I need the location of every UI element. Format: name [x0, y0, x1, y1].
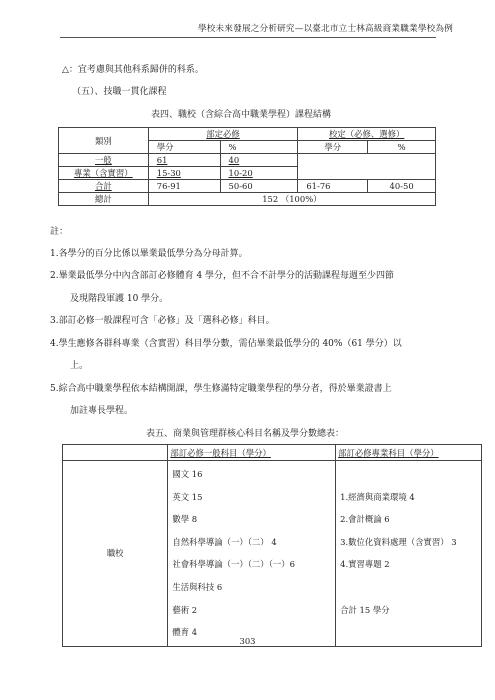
- cell-percent: 40: [220, 154, 298, 167]
- notes-heading: 註：: [50, 227, 69, 237]
- note-5-continued: 加註專長學程。: [70, 406, 134, 416]
- section-heading: （五）、技職一貫化課程: [72, 87, 167, 97]
- empty-cell: [298, 154, 436, 180]
- header-school-group: 校定（必修、選修）: [298, 128, 436, 141]
- total-value: 152 （100%）: [148, 193, 435, 206]
- header-required-group: 部定必修: [148, 128, 298, 141]
- note-1: 1.各學分的百分比係以畢業最低學分為分母計算。: [50, 249, 248, 259]
- note-4-continued: 上。: [70, 361, 89, 371]
- list-item: 社會科學導論（一）（二）（一）6: [172, 559, 295, 570]
- header-credits: 學分: [298, 141, 368, 154]
- header-percent: %: [368, 141, 436, 154]
- page-number: 303: [239, 636, 256, 646]
- list-item: 4.實習專題 2: [340, 559, 390, 570]
- row-label: 專業（含實習）: [59, 167, 149, 180]
- table-row: [59, 193, 436, 206]
- note-2: 2.畢業最低學分中內含部訂必修體育 4 學分，但不合不計學分的活動課程每週至少四節: [50, 271, 395, 281]
- list-item: 3.數位化資料處理（含實習） 3: [340, 536, 457, 547]
- list-item: 1.經濟與商業環境 4: [340, 491, 415, 502]
- total-label: 總計: [59, 193, 149, 206]
- cell-credits: 61: [148, 154, 220, 167]
- cell-credits: 61-76: [298, 180, 368, 193]
- list-item: 生活與科技 6: [172, 581, 223, 592]
- row-label: 一般: [59, 154, 149, 167]
- header-general-subjects: 部訂必修一般科目（學分）: [168, 445, 336, 461]
- cell-percent: 50-60: [220, 180, 298, 193]
- general-subjects-list: [168, 461, 336, 647]
- note-5: 5.綜合高中職業學程依本結構開課，學生修滿特定職業學程的學分者，得於畢業證書上: [50, 384, 392, 394]
- header-percent: %: [220, 141, 298, 154]
- list-item: [340, 463, 477, 486]
- table4-caption: 表四、職校（含綜合高中職業學程）課程結構: [151, 110, 332, 120]
- list-item: 國文 16: [172, 469, 203, 479]
- header-credits: 學分: [148, 141, 220, 154]
- core-subjects-table: [62, 444, 482, 647]
- list-item: 藝術 2: [172, 604, 198, 615]
- list-item: 自然科學導論（一）（二） 4: [172, 536, 277, 547]
- note-4: 4.學生應修各群科專業（含實習）科目學分數，需佔畢業最低學分的 40%（61 學分）以: [50, 339, 402, 349]
- empty-header-cell: [63, 445, 168, 461]
- list-item: [340, 576, 477, 599]
- school-type-label: 職校: [63, 461, 168, 647]
- list-item: 體育 4: [172, 627, 198, 638]
- cell-percent: 10-20: [220, 167, 298, 180]
- note-2-continued: 及現階段軍護 10 學分。: [70, 294, 169, 304]
- list-item: 2.會計概論 6: [340, 514, 390, 525]
- header-professional-subjects: 部訂必修專業科目（學分）: [336, 445, 482, 461]
- curriculum-structure-table: [58, 127, 436, 206]
- header-category: 類別: [59, 128, 149, 154]
- cell-credits: 76-91: [148, 180, 220, 193]
- professional-subjects-list: [336, 461, 482, 647]
- table-row: [59, 180, 436, 193]
- row-label: 合計: [59, 180, 149, 193]
- table-row: [59, 154, 436, 167]
- table5-caption: 表五、商業與管理群核心科目名稱及學分數總表：: [146, 429, 345, 439]
- list-item: 合計 15 學分: [340, 604, 390, 615]
- note-3: 3.部訂必修一般課程可含「必修」及「選科必修」科目。: [50, 316, 275, 326]
- header-rule: [60, 37, 436, 38]
- running-head: 學校未來發展之分析研究—以臺北市立士林高級商業職業學校為例: [197, 24, 453, 34]
- intro-line: △：宜考慮與其他科系歸併的科系。: [62, 65, 204, 75]
- cell-percent: 40-50: [368, 180, 436, 193]
- list-item: 英文 15: [172, 491, 203, 502]
- list-item: 數學 8: [172, 514, 198, 525]
- cell-credits: 15-30: [148, 167, 220, 180]
